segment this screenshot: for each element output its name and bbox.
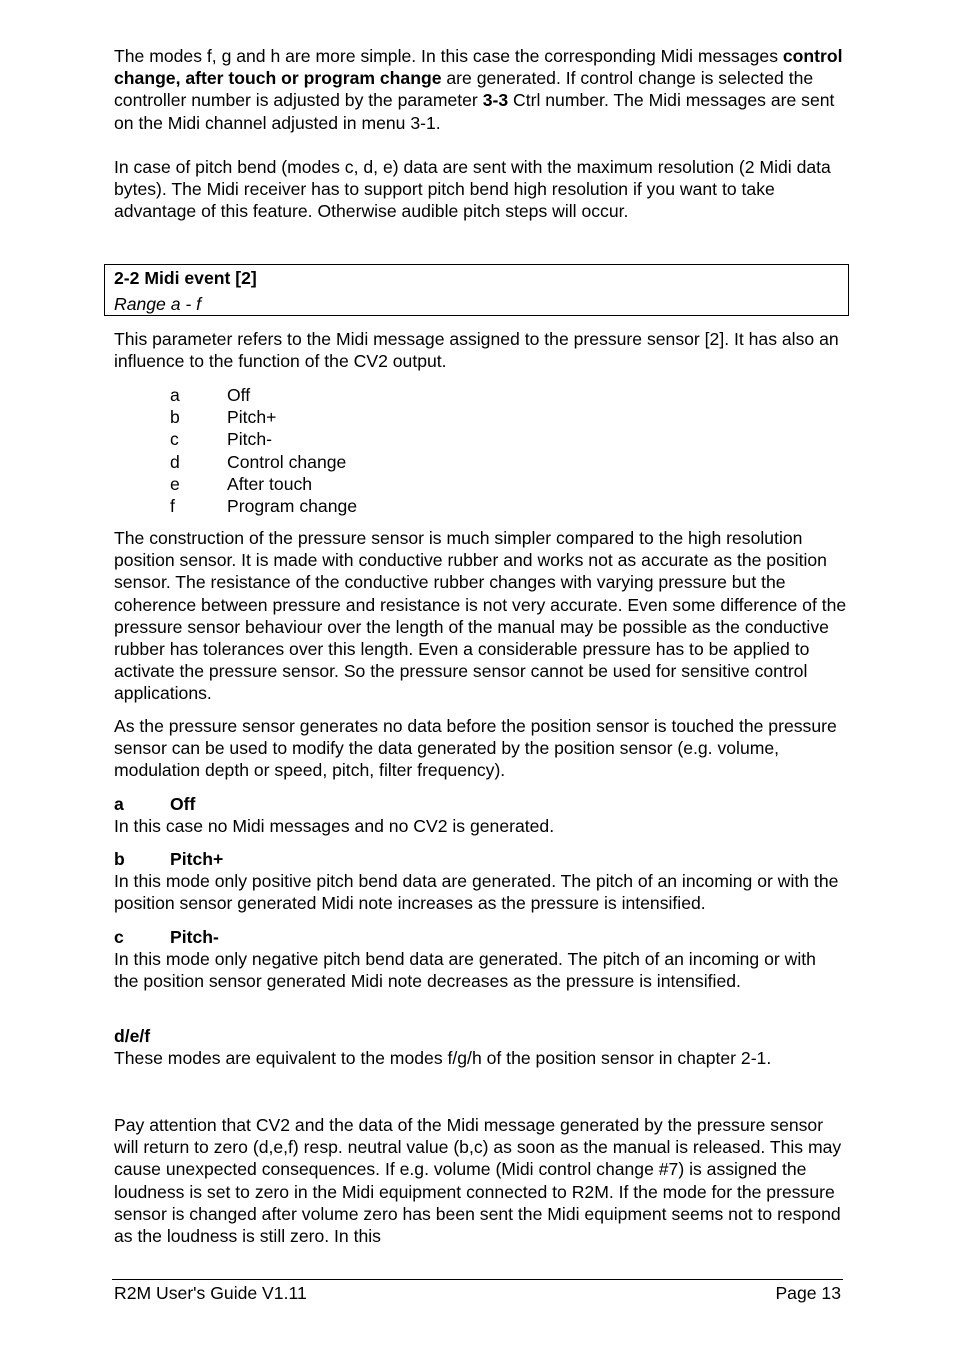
intro-paragraph: The modes f, g and h are more simple. In this case the corresponding Midi messages control change, after touch or program change are generated. If control change is selected the controller number is adjusted by the parameter 3-3 Ctrl number. The Midi messages are sent on the Midi channel adjusted in menu 3-1.	[114, 46, 843, 133]
page-number: Page 13	[775, 1283, 841, 1303]
attention-paragraph: Pay attention that CV2 and the data of the Midi message generated by the pressure sensor will return to zero (d,e,f) resp. neutral value (b,c) as soon as the manual is released. This may cause unexpected consequences. If e.g. volume (Midi control change #7) is assigned the loudness is set to zero in the Midi equipment connected to R2M. If the mode for the pressure sensor is changed after volume zero has been sent the Midi equipment seems not to respond as the loudness is still zero. In this	[114, 1115, 842, 1247]
list-item: b Pitch+	[170, 407, 277, 428]
list-item: a Off	[170, 385, 251, 405]
list-item: e After touch	[170, 473, 313, 494]
list-item: c Pitch-	[170, 429, 272, 450]
mode-heading-def: d/e/f	[114, 1026, 151, 1046]
mode-text-a: In this case no Midi messages and no CV2 is generated.	[114, 816, 555, 836]
mode-text-def: These modes are equivalent to the modes f/g/h of the position sensor in chapter 2-1.	[114, 1048, 772, 1068]
pitch-bend-paragraph: In case of pitch bend (modes c, d, e) data are sent with the maximum resolution (2 Midi data bytes). The Midi receiver has to support pitch bend high resolution if you want to take advantage of this feature. Otherwise audible pitch steps will occur.	[114, 157, 831, 222]
parameter-description: This parameter refers to the Midi message assigned to the pressure sensor [2]. It has also an influence to the function of the CV2 output.	[114, 329, 839, 372]
modify-paragraph: As the pressure sensor generates no data before the position sensor is touched the pressure sensor can be used to modify the data generated by the position sensor (e.g. volume, modulation depth or speed, pitch, filter frequency).	[114, 716, 837, 781]
option-list	[170, 384, 357, 517]
construction-paragraph: The construction of the pressure sensor is much simpler compared to the high resolution position sensor. It is made with conductive rubber and works not as accurate as the position sensor. The resistance of the conductive rubber changes with varying pressure but the coherence between pressure and resistance is not very accurate. Even some difference of the pressure sensor behaviour over the length of the manual may be possible as the conductive rubber has tolerances over this length. Even a considerable pressure has to be applied to activate the pressure sensor. So the pressure sensor cannot be used for sensitive control applications.	[114, 528, 847, 704]
list-item: d Control change	[170, 451, 347, 472]
footer-divider	[112, 1279, 843, 1280]
parameter-range: Range a - f	[114, 294, 202, 314]
mode-heading-a: a Off	[114, 794, 196, 814]
parameter-box	[104, 264, 849, 316]
parameter-title: 2-2 Midi event [2]	[114, 268, 257, 288]
mode-text-b: In this mode only positive pitch bend data are generated. The pitch of an incoming or with the position sensor generated Midi note increases as the pressure is intensified.	[114, 871, 839, 914]
mode-heading-b: b Pitch+	[114, 849, 224, 869]
mode-heading-c: c Pitch-	[114, 927, 219, 947]
mode-text-c: In this mode only negative pitch bend data are generated. The pitch of an incoming or with the position sensor generated Midi note decreases as the pressure is intensified.	[114, 949, 816, 992]
list-item: f Program change	[170, 496, 358, 517]
footer-title: R2M User's Guide V1.11	[114, 1283, 307, 1303]
